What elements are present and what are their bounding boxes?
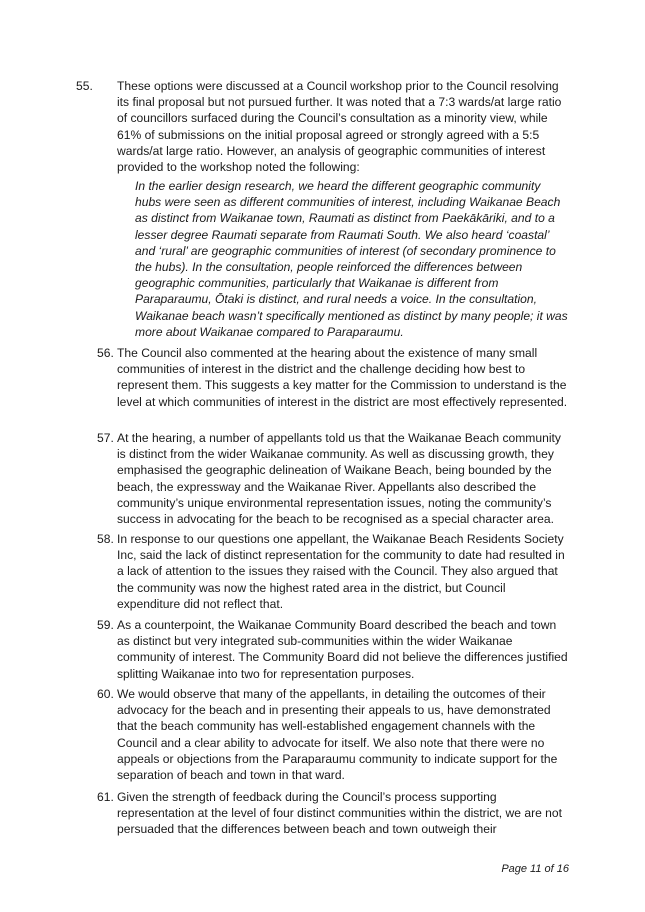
- paragraph-number: 57.: [97, 431, 114, 445]
- paragraph-text: At the hearing, a number of appellants told us that the Waikanae Beach community is distinct from the wider Waikanae community. As well as discussing growth, they emphasised the geographic delineation of Waikane Beach, being bounded by the beach, the expressway and the Waikanae River. Appellants also described the community’s unique environmental representation issues, noting the community’s success in advocating for the beach to be recognised as a special character area.: [117, 431, 561, 527]
- paragraph-58: [97, 531, 572, 612]
- paragraph-56: [97, 345, 572, 410]
- paragraph-text: Given the strength of feedback during the Council’s process supporting representation at the level of four distinct communities within the district, we are not persuaded that the differences between beach and town outweigh their: [117, 790, 562, 837]
- paragraph-text: We would observe that many of the appellants, in detailing the outcomes of their advocacy for the beach and in presenting their appeals to us, have demonstrated that the beach community has well-established engagement channels with the Council and a clear ability to advocate for itself. We also note that there were no appeals or objections from the Paraparaumu community to indicate support for the separation of beach and town in that ward.: [117, 687, 558, 783]
- paragraph-number: 59.: [97, 618, 114, 632]
- paragraph-number: 61.: [97, 790, 114, 804]
- paragraph-text: The Council also commented at the hearing about the existence of many small communities of interest in the district and the challenge deciding how best to represent them. This suggests a key matter for the Commission to understand is the level at which communities of interest in the district are most effectively represented.: [117, 346, 568, 409]
- paragraph-59: [97, 617, 572, 682]
- paragraph-60: [97, 686, 572, 783]
- paragraph-55-text: These options were discussed at a Council workshop prior to the Council resolving its final proposal but not pursued further. It was noted that a 7:3 wards/at large ratio of councillors surfaced during the Council’s consultation as a minority view, while 61% of submissions on the initial proposal agreed or strongly agreed with a 5:5 wards/at large ratio. However, an analysis of geographic communities of interest provided to the workshop noted the following:: [117, 79, 562, 175]
- paragraph-57: [97, 430, 572, 527]
- paragraph-61: [97, 789, 572, 838]
- block-quote: In the earlier design research, we heard the different geographic community hubs were seen as different communities of interest, including Waikanae Beach as distinct from Waikanae town, Raumati as distinct from Paekākāriki, and to a lesser degree Raumati separate from Raumati South. We also heard ‘coastal’ and ‘rural’ are geographic communities of interest (of secondary prominence to the hubs). In the consultation, people reinforced the differences between geographic communities, particularly that Waikanae is different from Paraparaumu, Ōtaki is distinct, and rural needs a voice. In the consultation, Waikanae beach wasn’t specifically mentioned as distinct by many people; it was more about Waikanae compared to Paraparaumu.: [135, 179, 568, 339]
- paragraph-text: As a counterpoint, the Waikanae Community Board described the beach and town as distinct but very integrated sub-communities within the wider Waikanae community of interest. The Community Board did not believe the differences justified splitting Waikanae into two for representation purposes.: [117, 618, 568, 681]
- paragraph-text: In response to our questions one appellant, the Waikanae Beach Residents Society Inc, said the lack of distinct representation for the community to date had resulted in a lack of attention to the issues they raised with the Council. They also argued that the community was now the highest rated area in the district, but Council expenditure did not reflect that.: [117, 532, 565, 611]
- paragraph-number: 58.: [97, 532, 114, 546]
- page-number-footer: Page 11 of 16: [501, 863, 569, 875]
- paragraph-number: 56.: [97, 346, 114, 360]
- paragraph-number: 55.: [76, 79, 93, 93]
- paragraph-number: 60.: [97, 687, 114, 701]
